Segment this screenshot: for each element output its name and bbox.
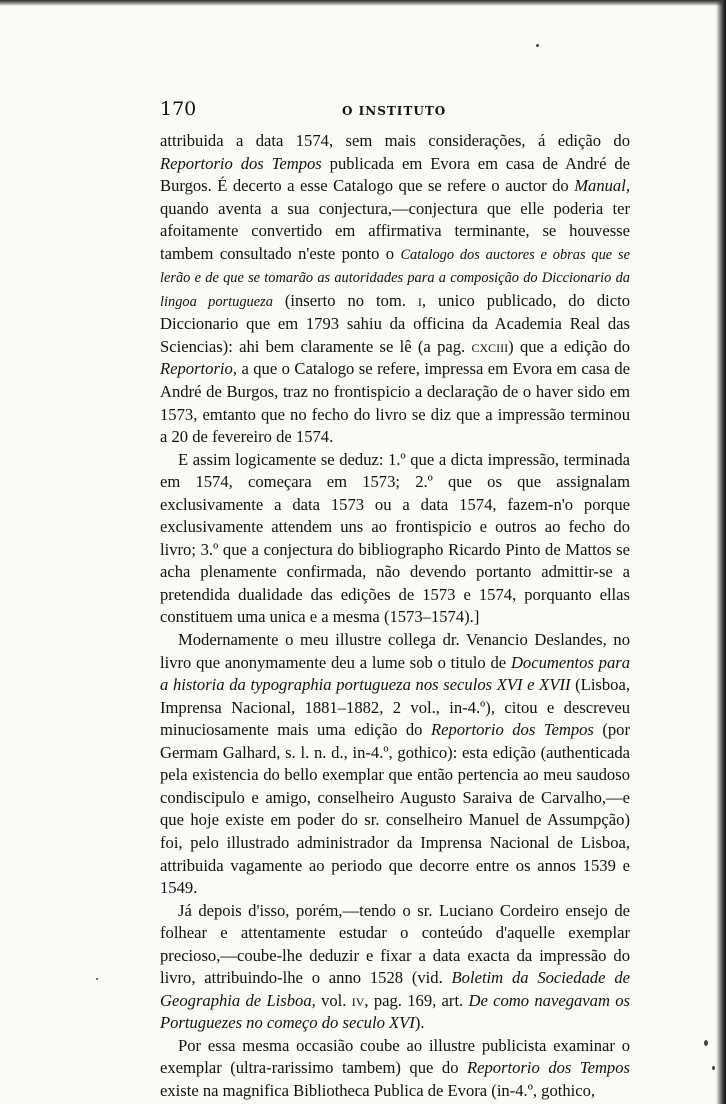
text-run: attribuida a data 1574, sem mais considerações, á edição do <box>160 131 630 150</box>
italic-title: De como navegavam os Portuguezes no começo do seculo XVI <box>160 990 630 1033</box>
page-number: 170 <box>160 98 197 120</box>
italic-title: Catalogo dos auctores e obras que se lerão e de que se tomarão as autoridades para a composição do Diccionario da lingoa portugueza <box>160 246 630 310</box>
italic-title: Manual, <box>574 176 630 196</box>
text-run: existe na magnifica Bibliotheca Publica de Evora (in-4.º, gothico, <box>160 1080 596 1100</box>
text-run: Modernamente o meu illustre collega dr. Venancio Deslandes, no livro que anonymamente deu a lume sob o titulo de <box>160 630 630 672</box>
body-text <box>160 130 630 1103</box>
text-run: ) que a edição do <box>508 336 631 356</box>
roman-numeral: i <box>417 290 422 310</box>
text-run: Por essa mesma occasião coube ao illustre publicista examinar o exemplar (ultra-rarissimo tambem) que do <box>160 1035 630 1078</box>
italic-title: Reportorio dos Tempos <box>467 1058 630 1078</box>
scan-speck <box>96 978 98 980</box>
italic-title: Boletim da Sociedade de Geographia de Lisboa, <box>160 968 630 1010</box>
paragraph-1 <box>160 130 630 449</box>
text-run: vol. <box>315 990 352 1010</box>
paragraph-3 <box>160 629 630 900</box>
text-run: (Lisboa, Imprensa Nacional, 1881–1882, 2 vol., in-4.º), citou e descreveu minuciosamente mais uma edição do <box>160 675 630 740</box>
italic-title: Reportorio dos Tempos <box>160 153 322 173</box>
scan-speck <box>704 1040 708 1046</box>
text-run: publicada em Evora em casa de André de Burgos. É decerto a esse Catalogo que se refere o auctor do <box>160 153 630 196</box>
italic-title: Reportorio, <box>160 359 237 379</box>
roman-numeral: iv <box>351 990 365 1010</box>
text-run: E assim logicamente se deduz: 1.º que a dicta impressão, terminada em 1574, começara em 1573; 2.º que os que assignalam exclusivamente a data 1573 ou a data 1574, fazem-n'o porque exclusivamente attendem uns ao frontispicio e outros ao fecho do livro; 3.º que a conjectura do bibliographo Ricardo Pinto de Mattos se acha plenamente confirmada, não devendo portanto admittir-se a pretendida dualidade das edições de 1573 e 1574, porquanto ellas constituem uma unica e a mesma (1573–1574).] <box>160 449 630 627</box>
text-run: Já depois d'isso, porém,—tendo o sr. Luciano Cordeiro ensejo de folhear e attentamente estudar o conteúdo d'aquelle exemplar precioso,—coube-lhe deduzir e fixar a data exacta da impressão do livro, attribuindo-lhe o anno 1528 (vid. <box>160 900 630 988</box>
running-title: O INSTITUTO <box>342 104 447 118</box>
paragraph-4 <box>160 900 630 1035</box>
page-header <box>160 98 630 122</box>
text-run: (por Germam Galhard, s. l. n. d., in-4.º, gothico): esta edição (authenticada pela existencia do bello exemplar que então pertencia ao meu saudoso condiscipulo e amigo, conselheiro Augusto Saraiva de Carvalho,—e que hoje existe em poder do sr. conselheiro Manuel de Assumpção) foi, pelo illustrado administrador da Imprensa Nacional de Lisboa, attribuida vagamente ao periodo que decorre entre os annos 1539 e 1549. <box>160 720 630 898</box>
italic-title: Reportorio dos Tempos <box>430 720 594 740</box>
paragraph-5 <box>160 1035 630 1103</box>
text-run: , unico publicado, do dicto Diccionario que em 1793 sahiu da officina da Academia Real das Sciencias): ahi bem claramente se lê (a pag. <box>160 290 631 356</box>
italic-title: Documentos para a historia da typographia portugueza nos seculos XVI e XVII <box>160 652 631 695</box>
text-run: quando aventa a sua conjectura,—conjectura que elle poderia ter afoitamente convertido em affirmativa terminante, se houvesse tambem consultado n'este ponto o <box>160 198 630 263</box>
paragraph-2 <box>160 449 630 629</box>
scan-speck <box>536 44 539 47</box>
scan-shadow-top <box>0 0 726 6</box>
scan-speck <box>712 1066 715 1070</box>
text-run: (inserto no tom. <box>272 290 418 310</box>
roman-numeral: cxciii <box>471 336 509 356</box>
text-run: , pag. 169, art. <box>364 990 469 1010</box>
text-run: ). <box>414 1013 425 1033</box>
scan-shadow-right <box>716 0 726 1104</box>
text-run: a que o Catalogo se refere, impressa em Evora em casa de André de Burgos, traz no frontispicio a declaração de o haver sido em 1573, emtanto que no fecho do livro se diz que a impressão terminou a 20 de fevereiro de 1574. <box>160 359 630 447</box>
